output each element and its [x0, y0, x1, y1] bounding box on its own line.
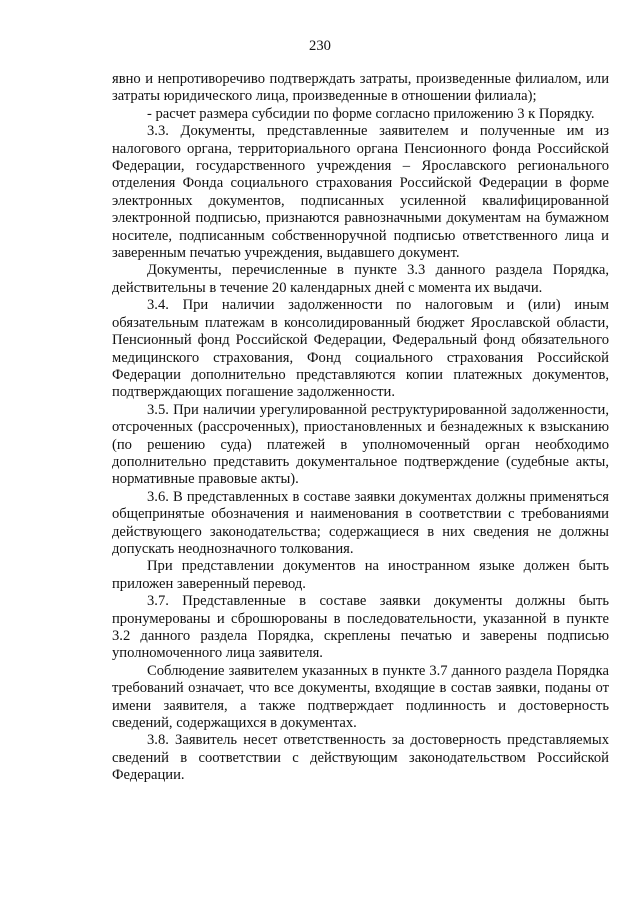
document-body — [112, 71, 609, 785]
paragraph: 3.4. При наличии задолженности по налоговым и (или) иным обязательным платежам в консолидированный бюджет Ярославской области, Пенсионный фонд Российской Федерации, Федеральный фонд обязательного медицинского страхования, Фонд социального страхования Российской Федерации дополнительно представляются копии платежных документов, подтверждающих погашение задолженности. — [112, 297, 609, 401]
paragraph: 3.3. Документы, представленные заявителем и полученные им из налогового органа, территориального органа Пенсионного фонда Российской Федерации, государственного учреждения – Ярославского регионального отделения Фонда социального страхования Российской Федерации в форме электронных документов, подписанных усиленной квалифицированной электронной подписью, признаются равнозначными документам на бумажном носителе, подписанным собственноручной подписью ответственного лица и заверенным печатью учреждения, выдавшего документ. — [112, 123, 609, 262]
page-number: 230 — [309, 38, 331, 54]
paragraph: 3.5. При наличии урегулированной реструктурированной задолженности, отсроченных (рассроченных), приостановленных и безнадежных к взысканию (по решению суда) платежей в уполномоченный орган необходимо дополнительно представить документальное подтверждение (судебные акты, нормативные правовые акты). — [112, 401, 609, 488]
paragraph: явно и непротиворечиво подтверждать затраты, произведенные филиалом, или затраты юридического лица, произведенные в отношении филиала); — [112, 71, 609, 105]
paragraph: 3.8. Заявитель несет ответственность за достоверность представляемых сведений в соответствии с действующим законодательством Российской Федерации. — [112, 732, 609, 784]
paragraph: 3.7. Представленные в составе заявки документы должны быть пронумерованы и сброшюрованы в последовательности, указанной в пункте 3.2 данного раздела Порядка, скреплены печатью и заверены подписью уполномоченного лица заявителя. — [112, 593, 609, 662]
paragraph: 3.6. В представленных в составе заявки документах должны применяться общепринятые обозначения и наименования в соответствии с требованиями действующего законодательства; содержащиеся в них сведения не должны допускать неоднозначного толкования. — [112, 488, 609, 557]
paragraph: - расчет размера субсидии по форме согласно приложению 3 к Порядку. — [147, 105, 595, 122]
paragraph: Документы, перечисленные в пункте 3.3 данного раздела Порядка, действительны в течение 20 календарных дней с момента их выдачи. — [112, 262, 609, 296]
paragraph: Соблюдение заявителем указанных в пункте 3.7 данного раздела Порядка требований означает, что все документы, входящие в состав заявки, поданы от имени заявителя, а также подтверждает подлинность и достоверность сведений, содержащихся в документах. — [112, 662, 609, 732]
paragraph: При представлении документов на иностранном языке должен быть приложен заверенный перевод. — [112, 558, 609, 592]
